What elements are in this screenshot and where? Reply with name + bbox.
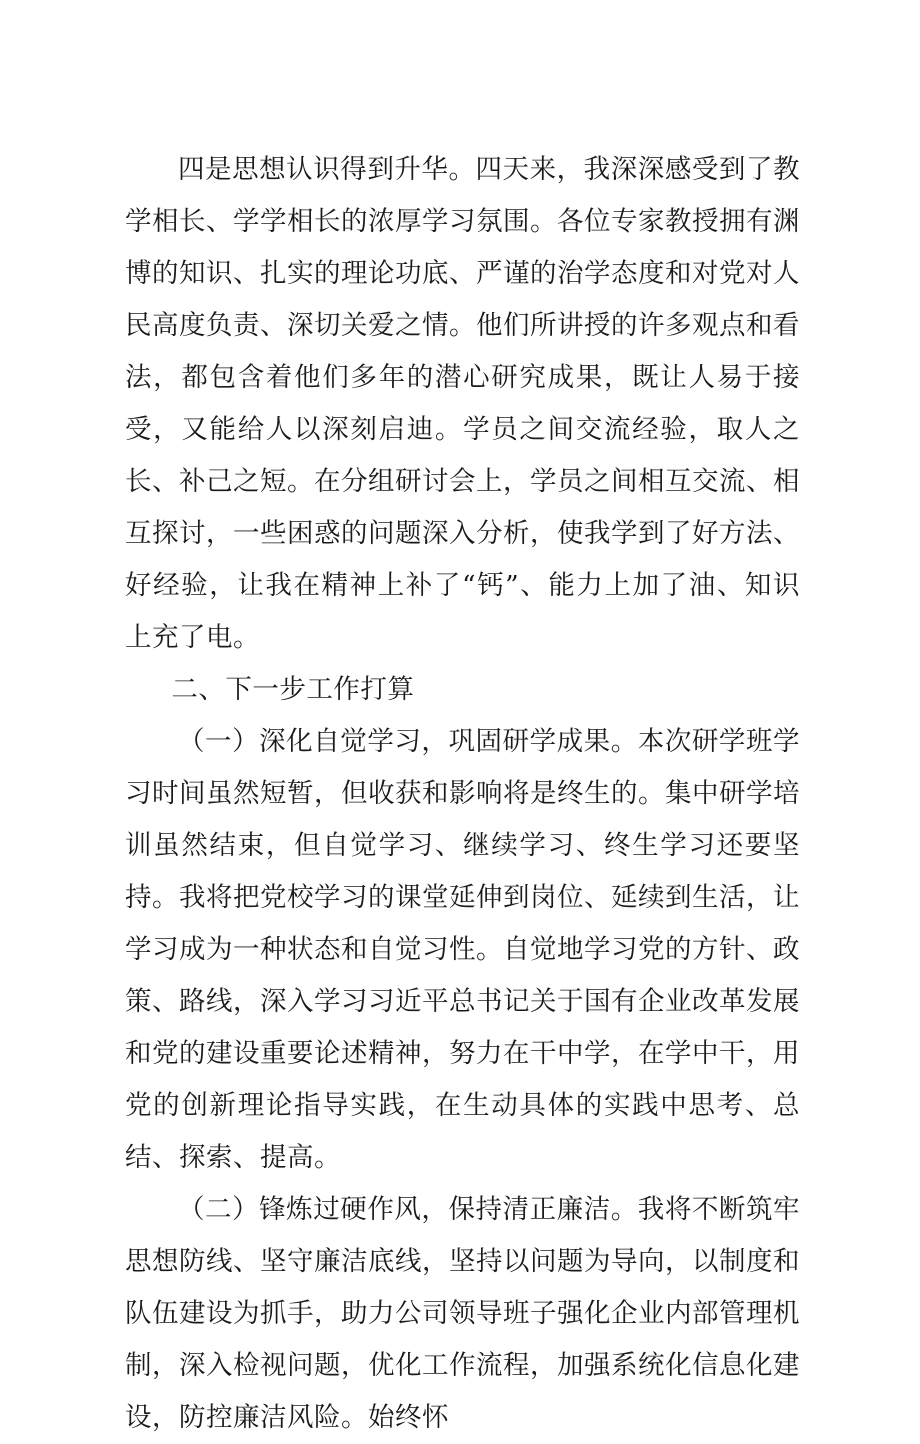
document-body <box>125 144 800 1444</box>
paragraph-deepen-learning: （一）深化自觉学习，巩固研学成果。本次研学班学习时间虽然短暂，但收获和影响将是终生的。集中研学培训虽然结束，但自觉学习、继续学习、终生学习还要坚持。我将把党校学习的课堂延伸到岗位、延续到生活，让学习成为一种状态和自觉习性。自觉地学习党的方针、政策、路线，深入学习习近平总书记关于国有企业改革发展和党的建设重要论述精神，努力在干中学，在学中干，用党的创新理论指导实践，在生动具体的实践中思考、总结、探索、提高。 <box>125 726 800 1173</box>
section-heading-next-steps: 二、下一步工作打算 <box>171 674 415 705</box>
paragraph-thought-upgrade: 四是思想认识得到升华。四天来，我深深感受到了教学相长、学学相长的浓厚学习氛围。各位专家教授拥有渊博的知识、扎实的理论功底、严谨的治学态度和对党对人民高度负责、深切关爱之情。他们所讲授的许多观点和看法，都包含着他们多年的潜心研究成果，既让人易于接受，又能给人以深刻启迪。学员之间交流经验，取人之长、补己之短。在分组研讨会上，学员之间相互交流、相互探讨，一些困惑的问题深入分析，使我学到了好方法、好经验，让我在精神上补了“钙”、能力上加了油、知识上充了电。 <box>125 154 800 653</box>
paragraph-hone-style: （二）锋炼过硬作风，保持清正廉洁。我将不断筑牢思想防线、坚守廉洁底线，坚持以问题为导向，以制度和队伍建设为抓手，助力公司领导班子强化企业内部管理机制，深入检视问题，优化工作流程，加强系统化信息化建设，防控廉洁风险。始终怀 <box>125 1194 800 1433</box>
